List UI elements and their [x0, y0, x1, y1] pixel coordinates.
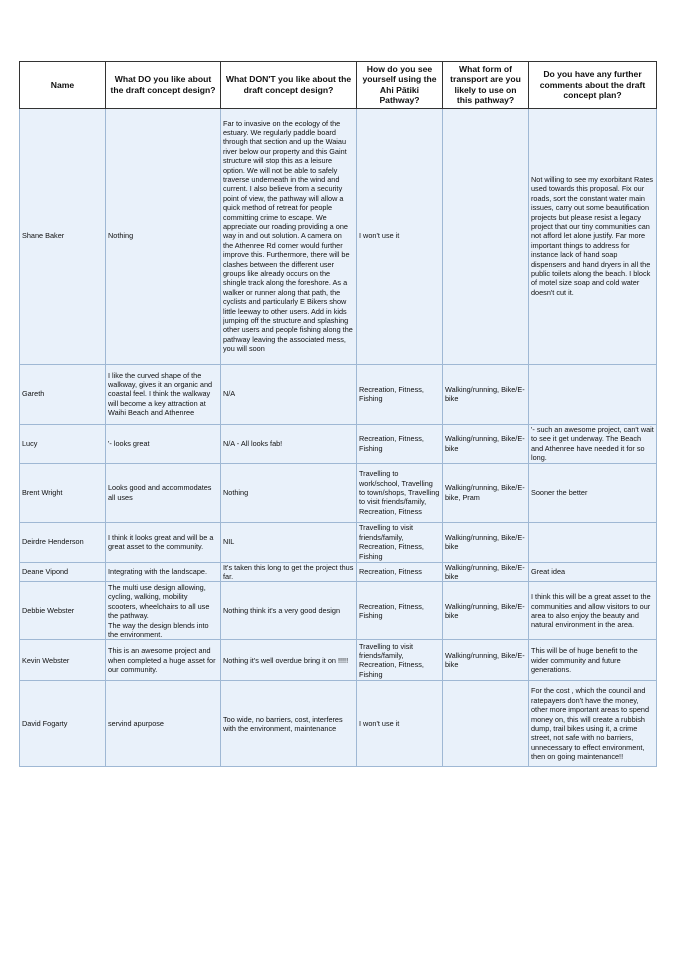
table-row — [20, 562, 657, 582]
cell-comments — [529, 364, 657, 424]
cell-text: I like the curved shape of the walkway, gives it an organic and coastal feel. I think the walkway will become a key attraction at Waihi Beach and Athenree — [108, 370, 213, 418]
cell-text: Far to invasive on the ecology of the estuary. We regularly paddle board through that section and up the Waiau river below our property and this Gaint structure will stop this as a leisure option. We will not be able to safely traverse underneath in the wind and current. I also believe from a security point of view, the pathway will allow a quick method of retreat for people committing crime to escape. We appreciate our roading providing a one way in and out solution. A camera on the Athenree Rd corner would further improve this. Furthermore, there will be clashes between the different user groups like already occurs on the shingle track along the foreshore. As a walker or runner along that path, the cyclists and particularly E Bikers show little leeway to other users. Add in kids jumping off the structure and splashing other users and people fishing along the pathway leaving the associated mess, you will soon — [223, 118, 353, 354]
cell-text: '- looks great — [108, 438, 150, 448]
header-use: How do you see yourself using the Ahi Pātiki Pathway? — [357, 62, 443, 109]
cell-like — [106, 640, 221, 681]
table-row — [20, 522, 657, 562]
table-row — [20, 463, 657, 522]
header-like: What DO you like about the draft concept design? — [106, 62, 221, 109]
cell-text: Travelling to visit friends/family, Recreation, Fitness, Fishing — [359, 641, 424, 679]
cell-transport — [443, 463, 529, 522]
cell-use — [357, 522, 443, 562]
cell-transport — [443, 582, 529, 640]
cell-text: Kevin Webster — [22, 655, 70, 665]
cell-like — [106, 522, 221, 562]
cell-text: This will be of huge benefit to the wider community and future generations. — [531, 646, 638, 675]
cell-text: The multi use design allowing, cycling, walking, mobility scooters, wheelchairs to all use the pathway. The way the design blends into the environment. — [108, 582, 210, 639]
cell-dislike — [221, 582, 357, 640]
header-row — [20, 62, 657, 109]
cell-dislike — [221, 364, 357, 424]
cell-text: Recreation, Fitness, Fishing — [359, 384, 424, 404]
cell-text: Walking/running, Bike/E-bike — [445, 434, 525, 453]
cell-name — [20, 681, 106, 767]
cell-text: Travelling to work/school, Travelling to town/shops, Travelling to visit friends/family, Recreation, Fitness — [359, 469, 440, 516]
cell-comments — [529, 522, 657, 562]
cell-dislike — [221, 522, 357, 562]
cell-like — [106, 108, 221, 364]
cell-text: Sooner the better — [531, 487, 588, 497]
cell-text: Debbie Webster — [22, 606, 75, 616]
header-name: Name — [20, 62, 106, 109]
cell-text: Brent Wright — [22, 487, 63, 497]
cell-text: Walking/running, Bike/E-bike — [445, 651, 525, 670]
cell-text: Lucy — [22, 438, 38, 448]
cell-use — [357, 364, 443, 424]
cell-text: For the cost , which the council and ratepayers don't have the money, other more important areas to spend money on, this will create a rubbish dump, trail bikes using it, a crime street, not safe with no barriers, unnecessary to effect environment, then on going maintenance!! — [531, 686, 650, 762]
cell-use — [357, 582, 443, 640]
cell-dislike — [221, 562, 357, 582]
cell-dislike — [221, 640, 357, 681]
cell-like — [106, 463, 221, 522]
cell-text: Recreation, Fitness, Fishing — [359, 434, 424, 453]
cell-text: Travelling to visit friends/family, Recreation, Fitness, Fishing — [359, 523, 424, 561]
cell-text: Nothing — [108, 231, 134, 241]
cell-use — [357, 463, 443, 522]
table-row — [20, 108, 657, 364]
cell-text: Walking/running, Bike/E-bike — [445, 532, 525, 552]
survey-table — [19, 61, 657, 767]
cell-comments — [529, 640, 657, 681]
cell-text: It's taken this long to get the project thus far. — [223, 562, 354, 582]
cell-text: David Fogarty — [22, 719, 68, 729]
cell-dislike — [221, 681, 357, 767]
cell-dislike — [221, 108, 357, 364]
cell-name — [20, 364, 106, 424]
cell-dislike — [221, 424, 357, 463]
table-row — [20, 424, 657, 463]
cell-transport — [443, 681, 529, 767]
cell-text: I won't use it — [359, 719, 400, 729]
cell-comments — [529, 582, 657, 640]
cell-transport — [443, 640, 529, 681]
cell-text: Deirdre Henderson — [22, 537, 84, 547]
header-dislike: What DON'T you like about the draft concept design? — [221, 62, 357, 109]
cell-like — [106, 364, 221, 424]
cell-comments — [529, 562, 657, 582]
cell-text: Deane Vipond — [22, 567, 69, 577]
cell-name — [20, 463, 106, 522]
table-row — [20, 640, 657, 681]
cell-text: N/A - All looks fab! — [223, 438, 283, 448]
cell-text: Walking/running, Bike/E-bike — [445, 601, 525, 620]
table-row — [20, 582, 657, 640]
table-row — [20, 364, 657, 424]
cell-comments — [529, 463, 657, 522]
cell-use — [357, 562, 443, 582]
cell-name — [20, 582, 106, 640]
cell-transport — [443, 424, 529, 463]
cell-name — [20, 522, 106, 562]
cell-transport — [443, 562, 529, 582]
cell-text: Nothing think it's a very good design — [223, 606, 340, 616]
cell-comments — [529, 681, 657, 767]
header-comments: Do you have any further comments about the draft concept plan? — [529, 62, 657, 109]
cell-text: NIL — [223, 537, 235, 547]
cell-text: I won't use it — [359, 231, 400, 241]
cell-text: I think this will be a great asset to the communities and allow visitors to our area to also enjoy the beauty and natural environment in the area. — [531, 592, 651, 630]
cell-text: I think it looks great and will be a great asset to the community. — [108, 532, 214, 552]
cell-text: Gareth — [22, 389, 45, 399]
header-transport: What form of transport are you likely to use on this pathway? — [443, 62, 529, 109]
cell-use — [357, 424, 443, 463]
cell-name — [20, 640, 106, 681]
cell-comments — [529, 424, 657, 463]
cell-text: Nothing it's well overdue bring it on !!!!! — [223, 655, 349, 665]
cell-text: Nothing — [223, 487, 249, 497]
cell-use — [357, 640, 443, 681]
table-row — [20, 681, 657, 767]
cell-like — [106, 681, 221, 767]
cell-use — [357, 681, 443, 767]
cell-name — [20, 562, 106, 582]
cell-text: This is an awesome project and when completed a huge asset for our community. — [108, 646, 216, 675]
cell-text: Integrating with the landscape. — [108, 567, 207, 577]
cell-dislike — [221, 463, 357, 522]
cell-text: N/A — [223, 389, 236, 399]
cell-name — [20, 424, 106, 463]
cell-text: Walking/running, Bike/E-bike, Pram — [445, 483, 525, 502]
cell-transport — [443, 364, 529, 424]
cell-transport — [443, 522, 529, 562]
cell-like — [106, 562, 221, 582]
cell-like — [106, 424, 221, 463]
cell-text: Shane Baker — [22, 231, 65, 241]
cell-text: Recreation, Fitness — [359, 567, 422, 577]
cell-name — [20, 108, 106, 364]
cell-text: Great idea — [531, 567, 566, 577]
cell-text: servind apurpose — [108, 719, 164, 729]
cell-text: Not willing to see my exorbitant Rates used towards this proposal. Fix our roads, sort the constant water main issues, carry out some beautification projects but please resist a legacy project that our tiny communities can not afford let alone justify. Far more important things to address for instance lack of hand soap dispensers and hand dryers in all the public toilets along the beach. I block of motel size soap and cold water doesn't cut it. — [531, 174, 654, 297]
cell-comments — [529, 108, 657, 364]
cell-transport — [443, 108, 529, 364]
cell-like — [106, 582, 221, 640]
cell-text: Looks good and accommodates all uses — [108, 483, 212, 502]
cell-text: Too wide, no barriers, cost, interferes with the environment, maintenance — [223, 714, 343, 733]
cell-use — [357, 108, 443, 364]
cell-text: '- such an awesome project, can't wait to see it get underway. The Beach and Athenree have needed it for so long. — [531, 424, 654, 463]
cell-text: Recreation, Fitness, Fishing — [359, 601, 424, 620]
cell-text: Walking/running, Bike/E-bike — [445, 562, 525, 582]
cell-text: Walking/running, Bike/E-bike — [445, 384, 525, 404]
